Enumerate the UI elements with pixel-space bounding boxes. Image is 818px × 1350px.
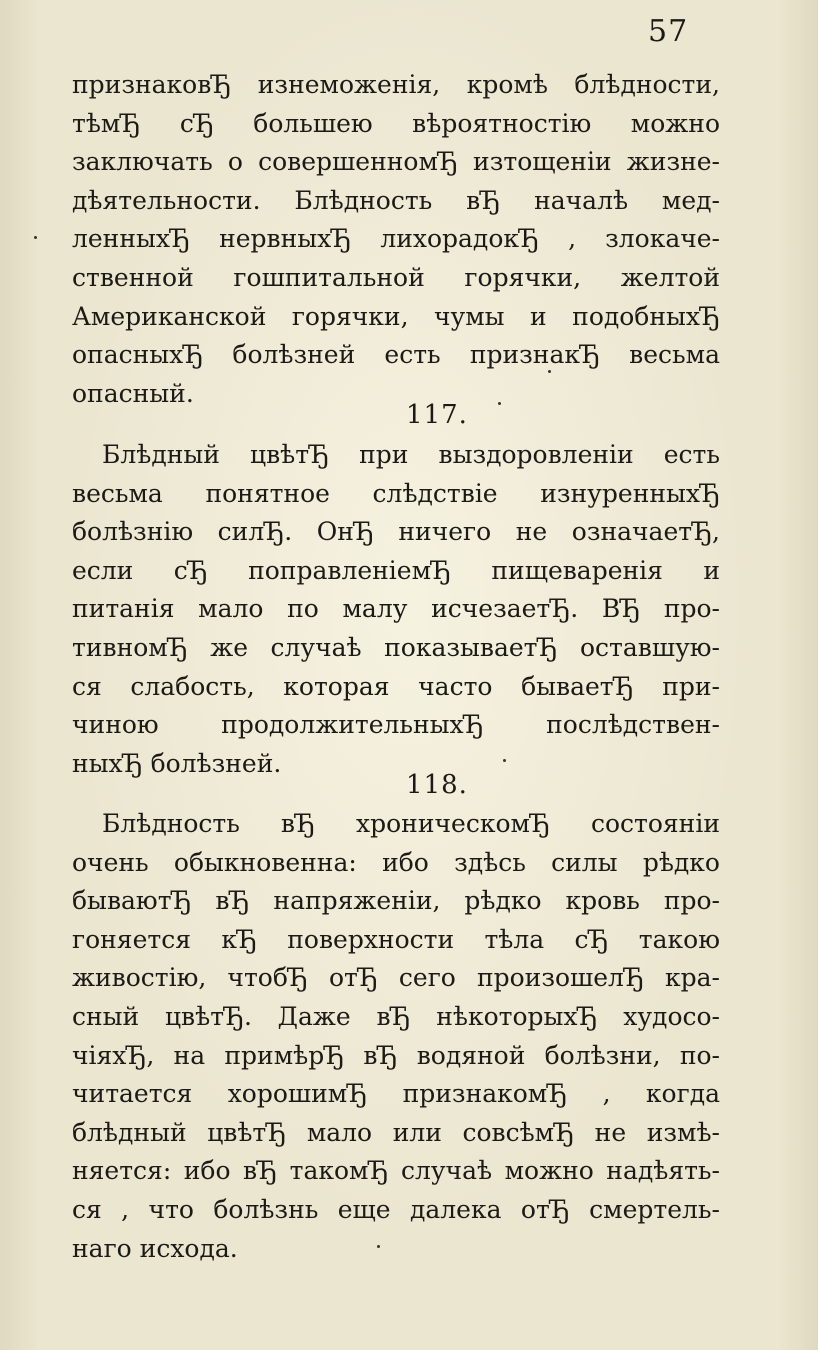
text-line: ныхЂ болѣзней. (72, 748, 282, 778)
text-line: живостію, чтобЂ отЂ сего произошелЂ кра- (72, 963, 720, 993)
text-line: весьма понятное слѣдствіе изнуренныхЂ (72, 478, 720, 508)
text-line: сный цвѣтЂ. Даже вЂ нѣкоторыхЂ худосо- (72, 1001, 720, 1031)
text-line: няется: ибо вЂ такомЂ случаѣ можно надѣять- (72, 1156, 720, 1186)
text-line: читается хорошимЂ признакомЂ , когда (72, 1079, 720, 1109)
text-line: бываютЂ вЂ напряженіи, рѣдко кровь про- (72, 886, 720, 916)
text-line: чиною продолжительныхЂ послѣдствен- (72, 710, 720, 740)
text-line: опасный. (72, 378, 194, 408)
text-line: дѣятельности. Блѣдность вЂ началѣ мед- (72, 185, 720, 215)
text-line: тѣмЂ сЂ большею вѣроятностію можно (72, 108, 720, 138)
page-number: 57 (648, 14, 689, 49)
text-line: опасныхЂ болѣзней есть признакЂ весьма (72, 340, 720, 370)
text-line: очень обыкновенна: ибо здѣсь силы рѣдко (72, 847, 720, 877)
text-line: питанія мало по малу исчезаетЂ. ВЂ про- (72, 594, 720, 624)
text-line: признаковЂ изнеможенія, кромѣ блѣдности, (72, 70, 720, 99)
text-line: блѣдный цвѣтЂ мало или совсѣмЂ не измѣ- (72, 1117, 720, 1147)
text-line: тивномЂ же случаѣ показываетЂ оставшую- (72, 632, 720, 662)
text-line: Американской горячки, чумы и подобныхЂ (72, 301, 720, 331)
text-line: гоняется кЂ поверхности тѣла сЂ такою (72, 924, 720, 954)
paragraph-118 (72, 805, 720, 1268)
text-line: если сЂ поправленіемЂ пищеваренія и (72, 555, 720, 585)
ink-speck (548, 370, 551, 373)
text-line: болѣзнію силЂ. ОнЂ ничего не означаетЂ, (72, 517, 720, 547)
ink-speck (498, 402, 501, 405)
ink-speck (377, 1245, 380, 1248)
paragraph-continued (72, 66, 720, 413)
text-line: наго исхода. (72, 1233, 238, 1263)
text-line: Блѣдность вЂ хроническомЂ состояніи (102, 809, 720, 838)
text-line: ся , что болѣзнь еще далека отЂ смертель- (72, 1194, 720, 1224)
text-line: заключать о совершенномЂ изтощеніи жизне- (72, 147, 720, 177)
ink-speck (503, 759, 506, 762)
text-line: Блѣдный цвѣтЂ при выздоровленіи есть (102, 440, 720, 469)
text-line: ственной гошпитальной горячки, желтой (72, 262, 720, 292)
paragraph-117 (72, 436, 720, 783)
text-line: ся слабость, которая часто бываетЂ при- (72, 671, 720, 701)
text-line: ленныхЂ нервныхЂ лихорадокЂ , злокаче- (72, 224, 720, 254)
text-line: чіяхЂ, на примѣрЂ вЂ водяной болѣзни, по- (72, 1040, 720, 1070)
section-number-118: 118. (406, 770, 468, 800)
section-number-117: 117. (406, 400, 468, 430)
ink-speck (34, 236, 37, 239)
